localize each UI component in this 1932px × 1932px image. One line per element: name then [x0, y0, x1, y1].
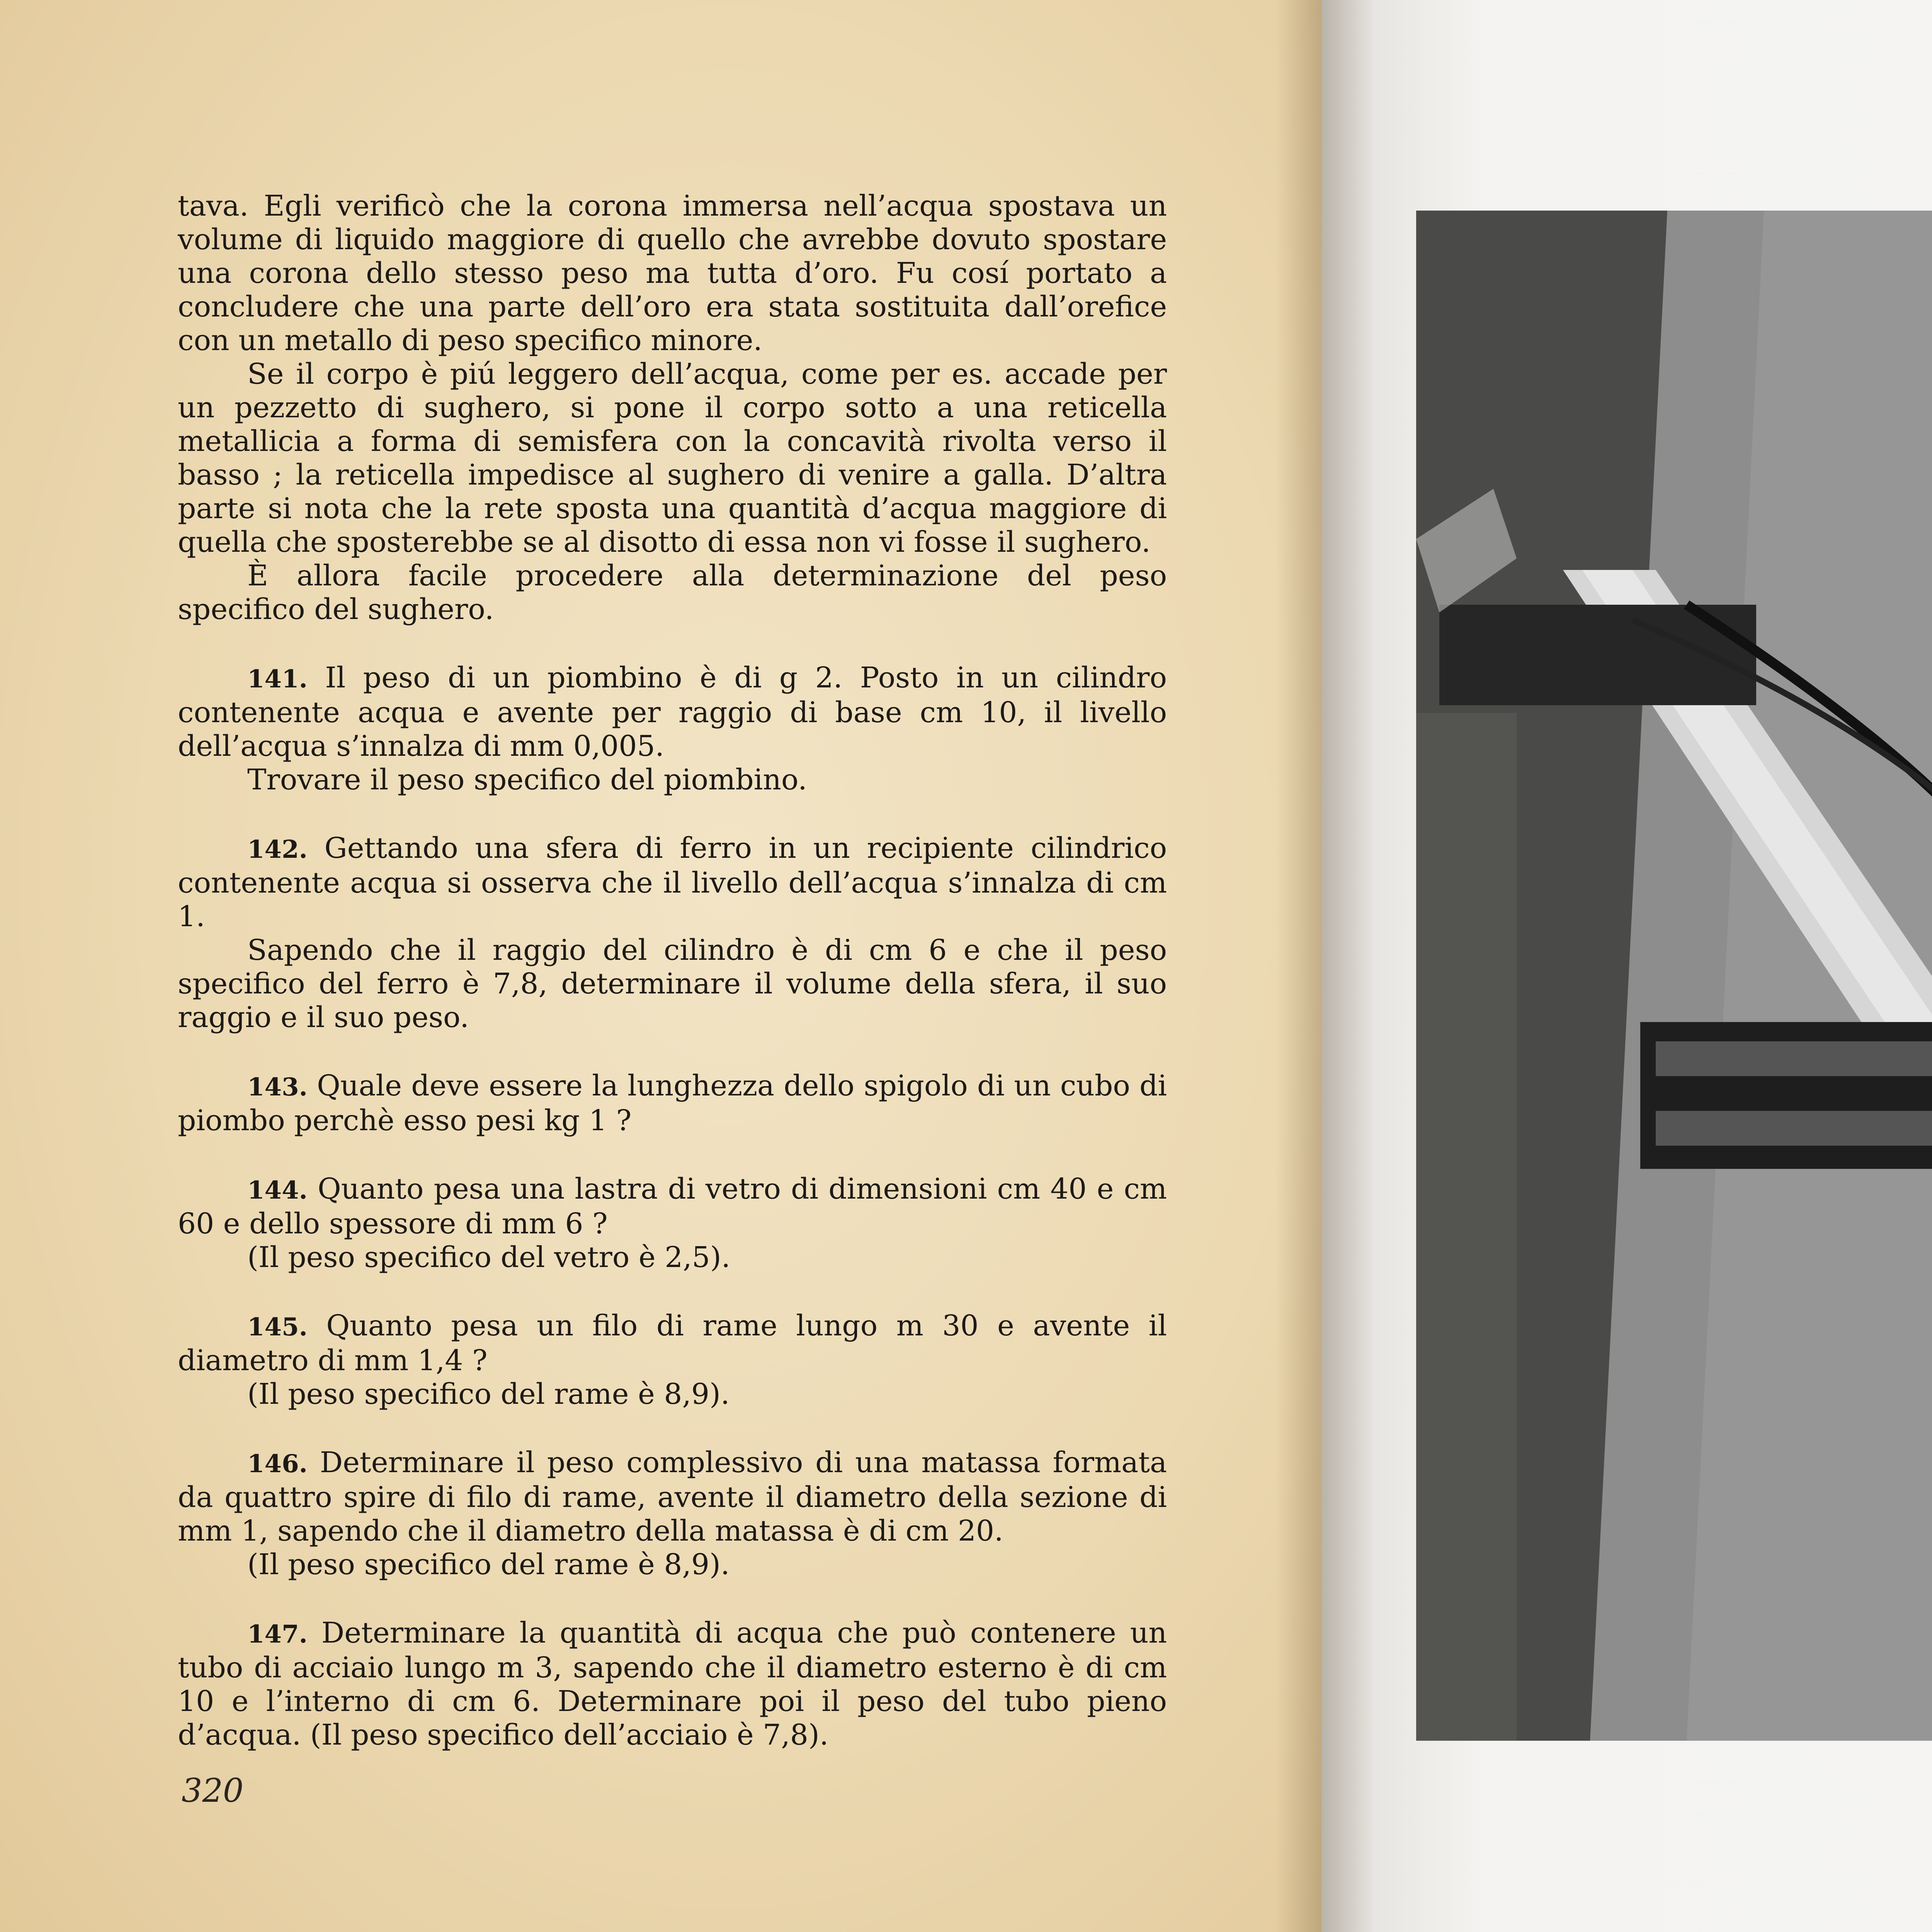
exercise-text: (Il peso specifico del rame è 8,9).	[247, 1378, 730, 1411]
exercise-text: (Il peso specifico del vetro è 2,5).	[247, 1241, 731, 1274]
exercise-number: 146.	[247, 1449, 308, 1478]
exercise-text: Quale deve essere la lunghezza dello spigolo di un cubo di piombo perchè esso pesi kg 1 ?	[178, 1069, 1167, 1137]
exercise-text: Sapendo che il raggio del cilindro è di cm 6 e che il peso specifico del ferro è 7,8, determinare il volume della sfera, il suo raggio e il suo peso.	[178, 934, 1167, 1034]
exercise-text: Trovare il peso specifico del piombino.	[247, 763, 807, 796]
exercise-number: 147.	[247, 1620, 308, 1649]
exercise-number: 144.	[247, 1176, 308, 1205]
exercise-text: Determinare la quantità di acqua che può contenere un tubo di acciaio lungo m 3, sapendo che il diametro esterno è di cm 10 e l’interno di cm 6. Determinare poi il peso del tubo pieno d’acqua. (Il peso specifico dell’acciaio è 7,8).	[178, 1616, 1167, 1752]
gutter-shadow	[1275, 0, 1321, 1932]
bridge-photograph	[1416, 211, 1932, 1741]
exercise-143	[178, 1069, 1167, 1138]
exercise-text: Quanto pesa una lastra di vetro di dimensioni cm 40 e cm 60 e dello spessore di mm 6 ?	[178, 1172, 1167, 1240]
exercise-number: 142.	[247, 835, 308, 864]
exercise-147	[178, 1616, 1167, 1752]
paragraph: tava. Egli verificò che la corona immersa nell’acqua spostava un volume di liquido maggiore di quello che avrebbe dovuto spostare una corona dello stesso peso ma tutta d’oro. Fu cosí portato a concludere che una parte dell’oro era stata sostituita dall’orefice con un metallo di peso specifico minore.	[178, 189, 1167, 357]
exercise-142	[178, 832, 1167, 934]
exercise-text: Determinare il peso complessivo di una matassa formata da quattro spire di filo di rame, avente il diametro della sezione di mm 1, sapendo che il diametro della matassa è di cm 20.	[178, 1446, 1167, 1548]
paragraph: È allora facile procedere alla determinazione del peso specifico del sughero.	[178, 559, 1167, 626]
exercise-text: (Il peso specifico del rame è 8,9).	[247, 1548, 730, 1581]
paragraph: Se il corpo è piú leggero dell’acqua, come per es. accade per un pezzetto di sughero, si pone il corpo sotto a una reticella metallicia a forma di semisfera con la concavità rivolta verso il basso ; la reticella impedisce al sughero di venire a galla. D’altra parte si nota che la rete sposta una quantità d’acqua maggiore di quella che sposterebbe se al disotto di essa non vi fosse il sughero.	[178, 357, 1167, 559]
exercise-number: 143.	[247, 1073, 308, 1102]
exercise-text: Gettando una sfera di ferro in un recipiente cilindrico contenente acqua si osserva che il livello dell’acqua s’innalza di cm 1.	[178, 832, 1167, 933]
exercise-text: Il peso di un piombino è di g 2. Posto in un cilindro contenente acqua e avente per raggio di base cm 10, il livello dell’acqua s’innalza di mm 0,005.	[178, 661, 1167, 763]
exercise-list	[178, 661, 1167, 1752]
exercise-141	[178, 661, 1167, 763]
page-number: 320	[182, 1772, 244, 1810]
exercise-number: 141.	[247, 665, 308, 694]
exercise-text: Quanto pesa un filo di rame lungo m 30 e avente il diametro di mm 1,4 ?	[178, 1309, 1167, 1377]
exercise-144	[178, 1172, 1167, 1241]
bridge-photo-illustration	[1416, 211, 1932, 1741]
exercise-145	[178, 1309, 1167, 1378]
exercise-number: 145.	[247, 1313, 308, 1342]
exercise-146	[178, 1446, 1167, 1548]
left-page-text	[178, 189, 1167, 1752]
